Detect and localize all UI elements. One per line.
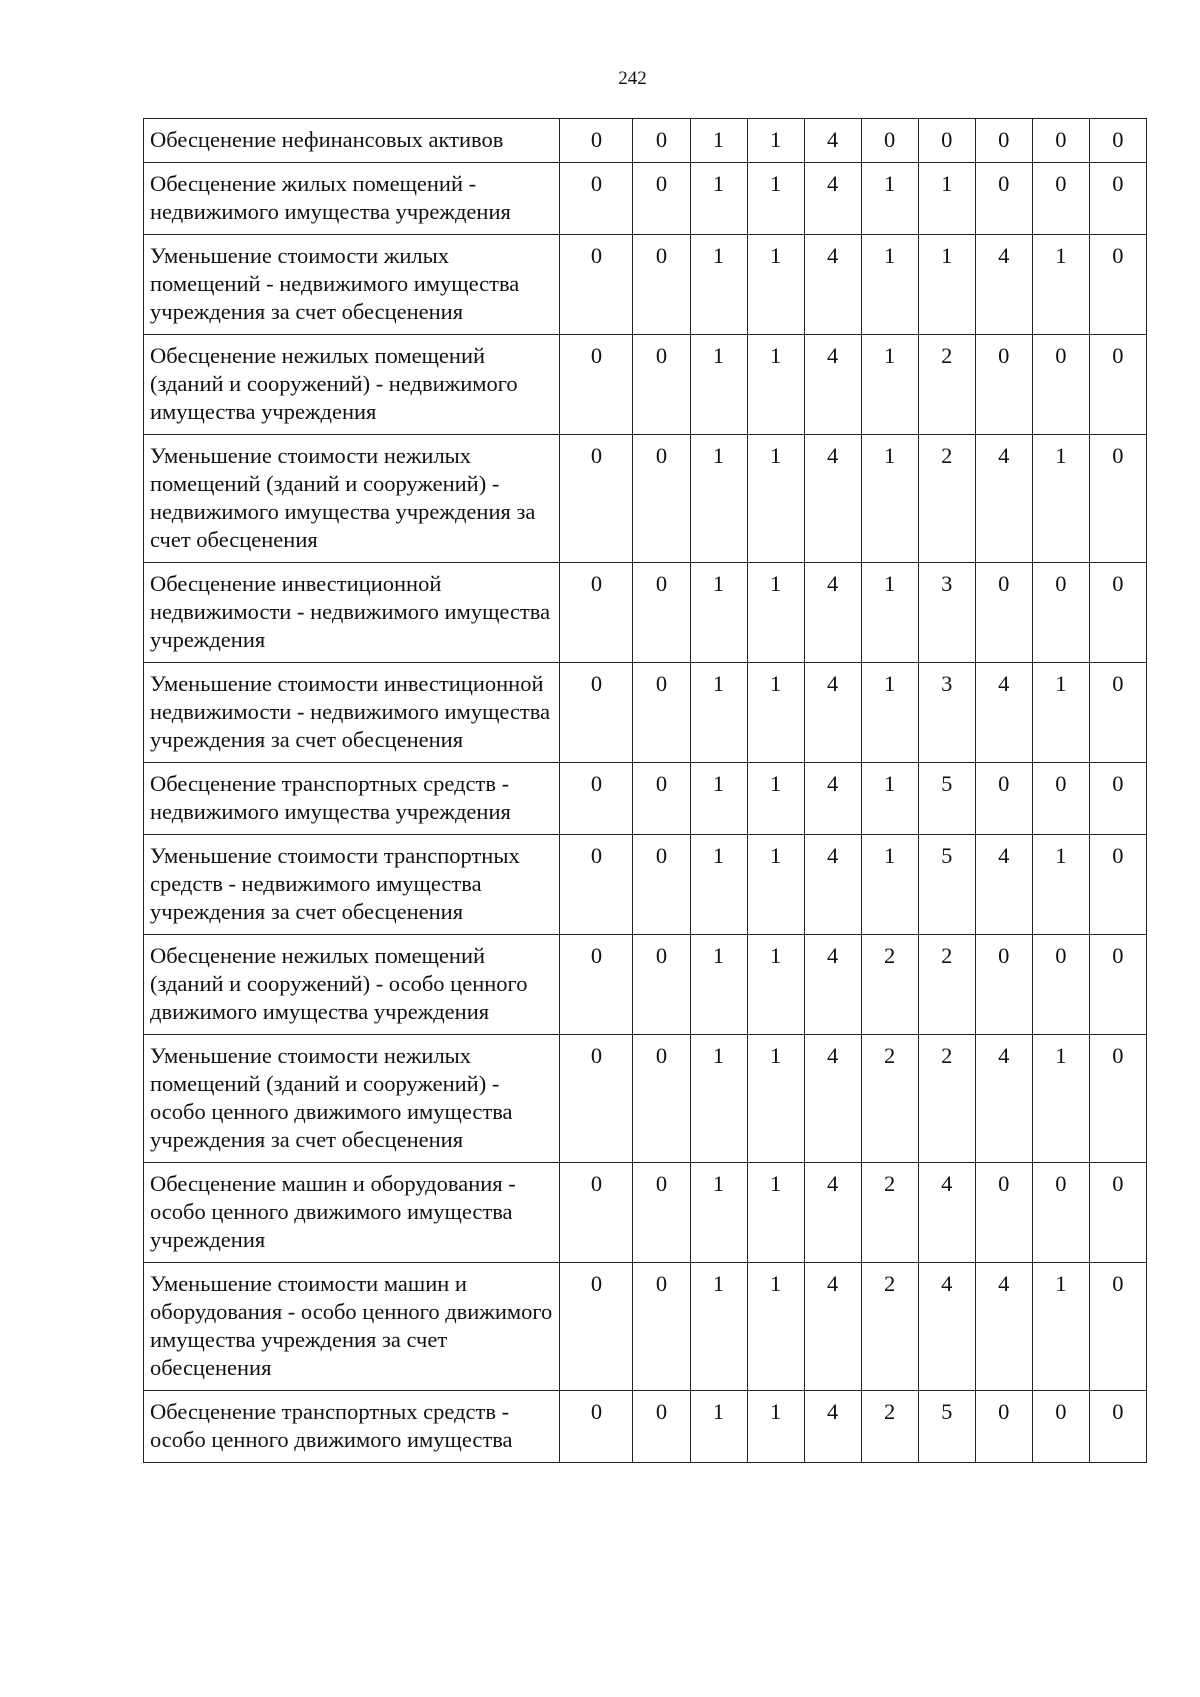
code-digit-cell: 0: [633, 563, 690, 663]
code-digit-cell: 0: [1089, 235, 1146, 335]
code-digit-cell: 1: [1032, 1035, 1089, 1163]
code-digit-cell: 0: [1089, 1263, 1146, 1391]
code-digit-cell: 0: [560, 835, 633, 935]
account-name-cell: Обесценение транспортных средств - особо ценного движимого имущества: [144, 1391, 560, 1463]
code-digit-cell: 4: [804, 663, 861, 763]
page-number: 242: [618, 68, 647, 89]
code-digit-cell: 0: [633, 1263, 690, 1391]
code-digit-cell: 0: [975, 1391, 1032, 1463]
table-row: [144, 1035, 1147, 1163]
code-digit-cell: 4: [804, 935, 861, 1035]
code-digit-cell: 0: [1032, 763, 1089, 835]
code-digit-cell: 1: [918, 235, 975, 335]
table-row: [144, 119, 1147, 163]
code-digit-cell: 0: [633, 335, 690, 435]
code-digit-cell: 0: [633, 663, 690, 763]
code-digit-cell: 4: [804, 1163, 861, 1263]
code-digit-cell: 1: [747, 119, 804, 163]
table-row: [144, 235, 1147, 335]
code-digit-cell: 0: [633, 835, 690, 935]
code-digit-cell: 1: [747, 1163, 804, 1263]
code-digit-cell: 0: [633, 1163, 690, 1263]
code-digit-cell: 0: [975, 335, 1032, 435]
table-row: [144, 763, 1147, 835]
code-digit-cell: 4: [804, 335, 861, 435]
code-digit-cell: 1: [1032, 435, 1089, 563]
code-digit-cell: 0: [975, 119, 1032, 163]
code-digit-cell: 1: [747, 1035, 804, 1163]
account-name-cell: Обесценение машин и оборудования - особо ценного движимого имущества учреждения: [144, 1163, 560, 1263]
code-digit-cell: 0: [1089, 1035, 1146, 1163]
code-digit-cell: 0: [1089, 1163, 1146, 1263]
code-digit-cell: 1: [861, 235, 918, 335]
code-digit-cell: 0: [560, 1035, 633, 1163]
code-digit-cell: 4: [975, 663, 1032, 763]
account-name-cell: Обесценение инвестиционной недвижимости - недвижимого имущества учреждения: [144, 563, 560, 663]
code-digit-cell: 1: [690, 435, 747, 563]
code-digit-cell: 1: [1032, 1263, 1089, 1391]
account-name-cell: Уменьшение стоимости жилых помещений - недвижимого имущества учреждения за счет обесценения: [144, 235, 560, 335]
account-name-cell: Обесценение нефинансовых активов: [144, 119, 560, 163]
code-digit-cell: 4: [804, 435, 861, 563]
account-codes-table: [143, 118, 1147, 1463]
account-name-cell: Уменьшение стоимости транспортных средств - недвижимого имущества учреждения за счет обесценения: [144, 835, 560, 935]
code-digit-cell: 1: [918, 163, 975, 235]
code-digit-cell: 1: [690, 163, 747, 235]
account-name-cell: Уменьшение стоимости инвестиционной недвижимости - недвижимого имущества учреждения за счет обесценения: [144, 663, 560, 763]
code-digit-cell: 4: [804, 563, 861, 663]
code-digit-cell: 4: [975, 835, 1032, 935]
code-digit-cell: 0: [560, 235, 633, 335]
code-digit-cell: 3: [918, 663, 975, 763]
code-digit-cell: 0: [975, 1163, 1032, 1263]
code-digit-cell: 1: [747, 935, 804, 1035]
code-digit-cell: 1: [747, 163, 804, 235]
code-digit-cell: 0: [633, 935, 690, 1035]
code-digit-cell: 0: [861, 119, 918, 163]
code-digit-cell: 1: [690, 1391, 747, 1463]
code-digit-cell: 1: [747, 435, 804, 563]
code-digit-cell: 0: [633, 1035, 690, 1163]
code-digit-cell: 0: [560, 1391, 633, 1463]
code-digit-cell: 2: [861, 1035, 918, 1163]
code-digit-cell: 1: [1032, 663, 1089, 763]
code-digit-cell: 0: [1032, 335, 1089, 435]
code-digit-cell: 0: [1032, 563, 1089, 663]
code-digit-cell: 1: [690, 1163, 747, 1263]
code-digit-cell: 0: [1089, 763, 1146, 835]
table-row: [144, 163, 1147, 235]
code-digit-cell: 2: [918, 335, 975, 435]
code-digit-cell: 4: [804, 119, 861, 163]
code-digit-cell: 1: [861, 335, 918, 435]
code-digit-cell: 4: [975, 1035, 1032, 1163]
table-row: [144, 435, 1147, 563]
code-digit-cell: 0: [1032, 1391, 1089, 1463]
code-digit-cell: 4: [918, 1263, 975, 1391]
table-row: [144, 1163, 1147, 1263]
code-digit-cell: 1: [690, 119, 747, 163]
code-digit-cell: 0: [975, 763, 1032, 835]
code-digit-cell: 1: [690, 935, 747, 1035]
table-row: [144, 935, 1147, 1035]
code-digit-cell: 4: [804, 163, 861, 235]
code-digit-cell: 0: [560, 563, 633, 663]
code-digit-cell: 0: [560, 663, 633, 763]
code-digit-cell: 1: [690, 1263, 747, 1391]
table-row: [144, 1263, 1147, 1391]
code-digit-cell: 4: [975, 435, 1032, 563]
account-name-cell: Обесценение нежилых помещений (зданий и сооружений) - особо ценного движимого имущества учреждения: [144, 935, 560, 1035]
code-digit-cell: 1: [747, 235, 804, 335]
code-digit-cell: 2: [861, 935, 918, 1035]
code-digit-cell: 1: [747, 663, 804, 763]
code-digit-cell: 4: [975, 235, 1032, 335]
code-digit-cell: 4: [804, 1263, 861, 1391]
code-digit-cell: 2: [918, 935, 975, 1035]
code-digit-cell: 1: [690, 563, 747, 663]
code-digit-cell: 0: [1089, 663, 1146, 763]
code-digit-cell: 4: [975, 1263, 1032, 1391]
code-digit-cell: 0: [560, 935, 633, 1035]
code-digit-cell: 0: [560, 335, 633, 435]
code-digit-cell: 1: [747, 1263, 804, 1391]
code-digit-cell: 0: [633, 163, 690, 235]
code-digit-cell: 0: [560, 119, 633, 163]
code-digit-cell: 0: [1089, 935, 1146, 1035]
code-digit-cell: 0: [560, 163, 633, 235]
code-digit-cell: 5: [918, 835, 975, 935]
table-row: [144, 335, 1147, 435]
code-digit-cell: 0: [918, 119, 975, 163]
code-digit-cell: 1: [861, 763, 918, 835]
code-digit-cell: 0: [633, 1391, 690, 1463]
code-digit-cell: 0: [1089, 1391, 1146, 1463]
code-digit-cell: 1: [747, 835, 804, 935]
code-digit-cell: 1: [861, 835, 918, 935]
code-digit-cell: 0: [1032, 163, 1089, 235]
code-digit-cell: 2: [861, 1263, 918, 1391]
code-digit-cell: 0: [633, 119, 690, 163]
account-name-cell: Уменьшение стоимости машин и оборудования - особо ценного движимого имущества учреждения за счет обесценения: [144, 1263, 560, 1391]
code-digit-cell: 0: [560, 1163, 633, 1263]
code-digit-cell: 0: [1089, 835, 1146, 935]
table-row: [144, 563, 1147, 663]
table-row: [144, 1391, 1147, 1463]
code-digit-cell: 1: [861, 663, 918, 763]
account-name-cell: Обесценение транспортных средств - недвижимого имущества учреждения: [144, 763, 560, 835]
account-name-cell: Обесценение жилых помещений - недвижимого имущества учреждения: [144, 163, 560, 235]
code-digit-cell: 1: [861, 163, 918, 235]
code-digit-cell: 2: [861, 1163, 918, 1263]
code-digit-cell: 0: [560, 763, 633, 835]
code-digit-cell: 0: [633, 763, 690, 835]
code-digit-cell: 1: [690, 1035, 747, 1163]
code-digit-cell: 4: [804, 1391, 861, 1463]
code-digit-cell: 2: [918, 1035, 975, 1163]
code-digit-cell: 0: [560, 1263, 633, 1391]
code-digit-cell: 0: [1089, 563, 1146, 663]
code-digit-cell: 1: [1032, 235, 1089, 335]
code-digit-cell: 0: [1032, 1163, 1089, 1263]
code-digit-cell: 1: [861, 435, 918, 563]
table-row: [144, 835, 1147, 935]
code-digit-cell: 0: [1089, 435, 1146, 563]
code-digit-cell: 0: [560, 435, 633, 563]
code-digit-cell: 0: [975, 163, 1032, 235]
code-digit-cell: 4: [804, 235, 861, 335]
account-name-cell: Уменьшение стоимости нежилых помещений (зданий и сооружений) - недвижимого имущества учреждения за счет обесценения: [144, 435, 560, 563]
code-digit-cell: 0: [1089, 163, 1146, 235]
code-digit-cell: 2: [918, 435, 975, 563]
account-name-cell: Обесценение нежилых помещений (зданий и сооружений) - недвижимого имущества учреждения: [144, 335, 560, 435]
code-digit-cell: 4: [918, 1163, 975, 1263]
account-name-cell: Уменьшение стоимости нежилых помещений (зданий и сооружений) - особо ценного движимого имущества учреждения за счет обесценения: [144, 1035, 560, 1163]
code-digit-cell: 1: [690, 763, 747, 835]
code-digit-cell: 1: [747, 1391, 804, 1463]
table-row: [144, 663, 1147, 763]
code-digit-cell: 1: [861, 563, 918, 663]
code-digit-cell: 0: [1032, 935, 1089, 1035]
code-digit-cell: 5: [918, 763, 975, 835]
code-digit-cell: 0: [1032, 119, 1089, 163]
code-digit-cell: 4: [804, 835, 861, 935]
code-digit-cell: 1: [690, 835, 747, 935]
code-digit-cell: 0: [633, 235, 690, 335]
code-digit-cell: 4: [804, 1035, 861, 1163]
code-digit-cell: 1: [690, 663, 747, 763]
code-digit-cell: 0: [975, 935, 1032, 1035]
code-digit-cell: 5: [918, 1391, 975, 1463]
code-digit-cell: 1: [747, 563, 804, 663]
code-digit-cell: 1: [1032, 835, 1089, 935]
code-digit-cell: 1: [690, 335, 747, 435]
code-digit-cell: 2: [861, 1391, 918, 1463]
code-digit-cell: 0: [975, 563, 1032, 663]
code-digit-cell: 0: [1089, 335, 1146, 435]
code-digit-cell: 4: [804, 763, 861, 835]
code-digit-cell: 1: [690, 235, 747, 335]
code-digit-cell: 1: [747, 763, 804, 835]
code-digit-cell: 1: [747, 335, 804, 435]
code-digit-cell: 3: [918, 563, 975, 663]
code-digit-cell: 0: [633, 435, 690, 563]
code-digit-cell: 0: [1089, 119, 1146, 163]
